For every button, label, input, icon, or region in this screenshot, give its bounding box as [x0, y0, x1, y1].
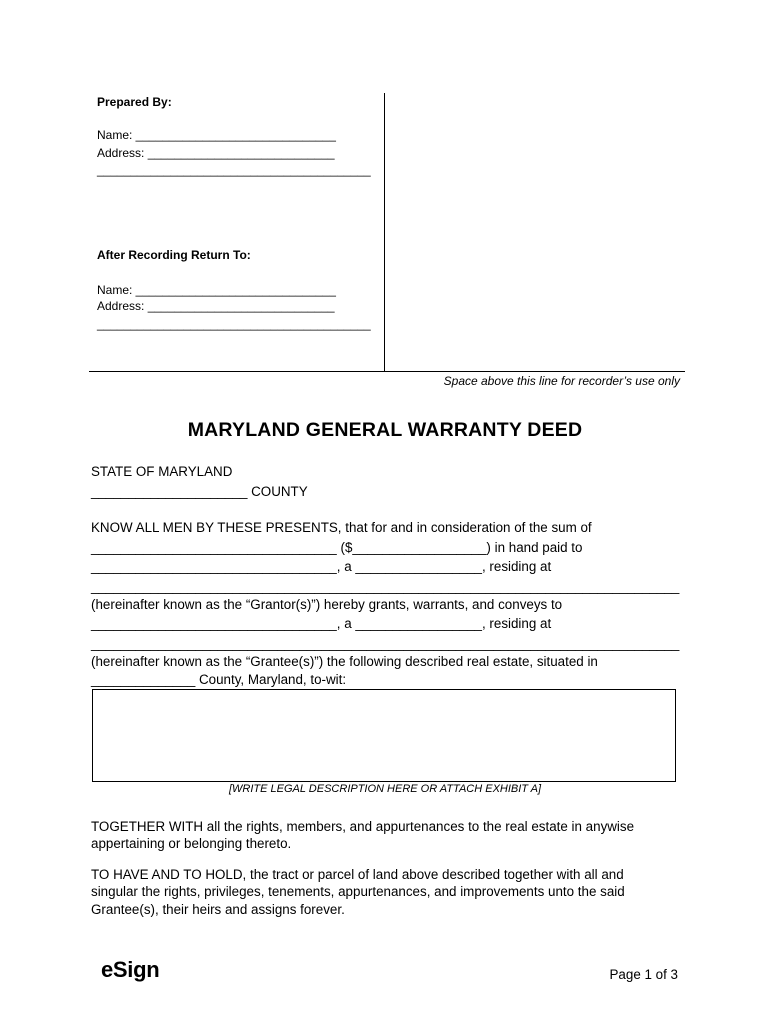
habendum-line-3: Grantee(s), their heirs and assigns forever.	[91, 902, 345, 917]
return-address-blank-line: _________________________________________	[97, 317, 371, 331]
habendum-line-1: TO HAVE AND TO HOLD, the tract or parcel of land above described together with all and	[91, 867, 624, 882]
document-title: MARYLAND GENERAL WARRANTY DEED	[187, 419, 583, 441]
together-with-line-2: appertaining or belonging thereto.	[91, 836, 292, 851]
prepared-address-field: Address: ____________________________	[97, 146, 335, 160]
page-number: Page 1 of 3	[609, 967, 678, 982]
amount-line: _________________________________ ($__________________) in hand paid to	[91, 540, 583, 555]
prepared-address-blank-line: _________________________________________	[97, 163, 371, 177]
grantee-clause-line: (hereinafter known as the “Grantee(s)”) the following described real estate, situated in	[91, 654, 598, 669]
consideration-line: KNOW ALL MEN BY THESE PRESENTS, that for and in consideration of the sum of	[91, 520, 592, 535]
state-line: STATE OF MARYLAND	[91, 464, 233, 479]
county-situs-line: ______________ County, Maryland, to-wit:	[91, 672, 347, 687]
prepared-name-field: Name: ______________________________	[97, 128, 336, 142]
recorder-area-divider-vertical	[384, 93, 385, 372]
recorder-note: Space above this line for recorder’s use only	[443, 374, 680, 388]
prepared-by-label: Prepared By:	[97, 95, 172, 109]
recorder-area-divider-horizontal	[89, 371, 685, 372]
grantor-clause-line: (hereinafter known as the “Grantor(s)”) hereby grants, warrants, and conveys to	[91, 597, 563, 612]
grantee-address-line: _______________________________________________________________________________	[91, 636, 680, 651]
legal-description-note: [WRITE LEGAL DESCRIPTION HERE OR ATTACH EXHIBIT A]	[228, 783, 542, 795]
return-name-field: Name: ______________________________	[97, 283, 336, 297]
grantee-name-line: _________________________________, a _________________, residing at	[91, 616, 552, 631]
return-to-label: After Recording Return To:	[97, 248, 251, 262]
habendum-line-2: singular the rights, privileges, tenements, appurtenances, and improvements unto the said	[91, 884, 625, 899]
grantor-address-line: _______________________________________________________________________________	[91, 579, 680, 594]
legal-description-box[interactable]	[92, 689, 676, 782]
grantor-name-line: _________________________________, a _________________, residing at	[91, 559, 552, 574]
return-address-field: Address: ____________________________	[97, 299, 335, 313]
county-line: _____________________ COUNTY	[91, 484, 308, 499]
esign-logo: eSign	[101, 957, 160, 982]
together-with-line-1: TOGETHER WITH all the rights, members, and appurtenances to the real estate in anywise	[91, 819, 635, 834]
